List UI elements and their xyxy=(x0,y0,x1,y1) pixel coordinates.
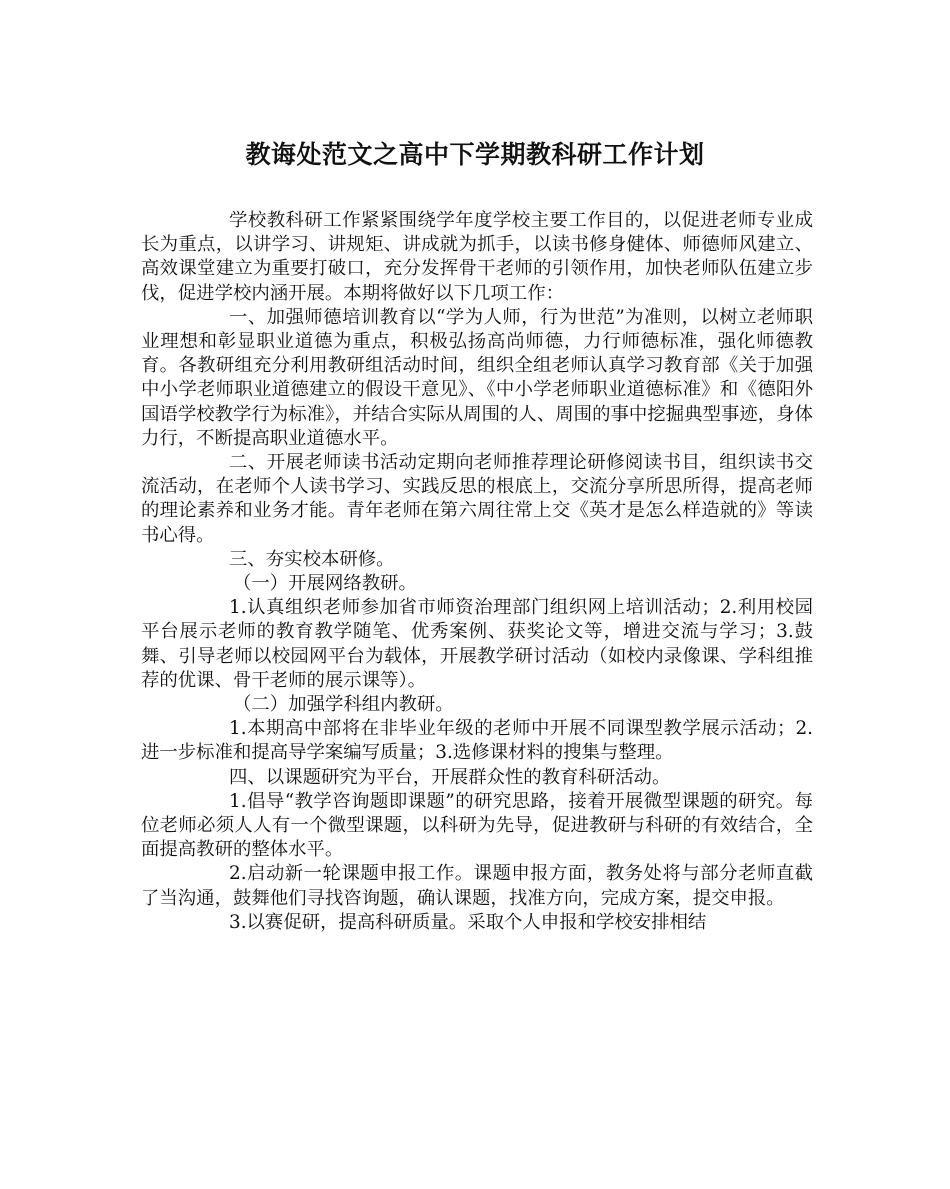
paragraph-subsection-1: （一）开展网络教研。 xyxy=(233,573,417,595)
paragraph-section-3: 三、夯实校本研修。 xyxy=(229,548,395,570)
paragraph-section-4-item-2: 2.启动新一轮课题申报工作。课题申报方面，教务处将与部分老师直截了当沟通，鼓舞他们寻找咨询题，确认课题，找准方向，完成方案，提交申报。 xyxy=(141,863,813,909)
paragraph-subsection-1-body: 1.认真组织老师参加省市师资治理部门组织网上培训活动；2.利用校园平台展示老师的教育教学随笔、优秀案例、获奖论文等，增进交流与学习；3.鼓舞、引导老师以校园网平台为载体，开展教学研讨活动（如校内录像课、学科组推荐的优课、骨干老师的展示课等）。 xyxy=(141,597,813,691)
paragraph-section-4-item-3: 3.以赛促研，提高科研质量。采取个人申报和学校安排相结 xyxy=(229,911,707,933)
paragraph-section-2: 二、开展老师读书活动定期向老师推荐理论研修阅读书目，组织读书交流活动，在老师个人读书学习、实践反思的根底上，交流分享所思所得，提高老师的理论素养和业务才能。青年老师在第六周往常上交《英才是怎么样造就的》等读书心得。 xyxy=(141,452,813,546)
paragraph-section-1: 一、加强师德培训教育以“学为人师，行为世范”为准则，以树立老师职业理想和彰显职业道德为重点，积极弘扬高尚师德，力行师德标准，强化师德教育。各教研组充分利用教研组活动时间，组织全组老师认真学习教育部《关于加强中小学老师职业道德建立的假设干意见》、《中小学老师职业道德标准》和《德阳外国语学校教学行为标准》，并结合实际从周围的人、周围的事中挖掘典型事迹，身体力行，不断提高职业道德水平。 xyxy=(141,306,813,449)
document-body xyxy=(141,209,813,935)
paragraph-subsection-2: （二）加强学科组内教研。 xyxy=(233,694,454,716)
paragraph-intro: 学校教科研工作紧紧围绕学年度学校主要工作目的，以促进老师专业成长为重点，以讲学习、讲规矩、讲成就为抓手，以读书修身健体、师德师风建立、高效课堂建立为重要打破口，充分发挥骨干老师的引领作用，加快老师队伍建立步伐，促进学校内涵开展。本期将做好以下几项工作： xyxy=(141,210,813,304)
paragraph-section-4-item-1: 1.倡导“教学咨询题即课题”的研究思路，接着开展微型课题的研究。每位老师必须人人有一个微型课题，以科研为先导，促进教研与科研的有效结合，全面提高教研的整体水平。 xyxy=(141,790,813,861)
paragraph-subsection-2-body: 1.本期高中部将在非毕业年级的老师中开展不同课型教学展示活动；2.进一步标准和提高导学案编写质量；3.选修课材料的搜集与整理。 xyxy=(141,718,813,764)
document-title: 教诲处范文之高中下学期教科研工作计划 xyxy=(245,140,705,169)
paragraph-section-4: 四、以课题研究为平台，开展群众性的教育科研活动。 xyxy=(229,766,671,788)
